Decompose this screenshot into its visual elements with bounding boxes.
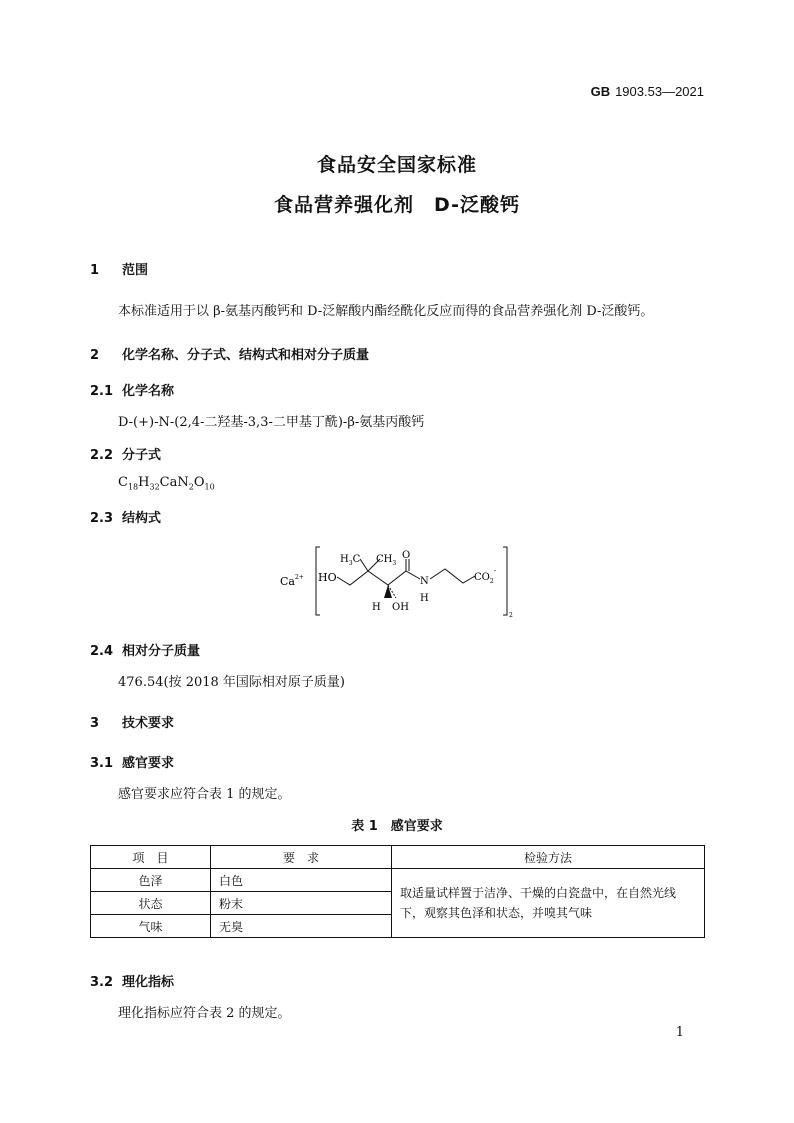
section-2-1-heading xyxy=(90,380,174,399)
section-3-1-heading xyxy=(90,752,174,771)
section-title: 理化指标 xyxy=(122,975,175,990)
amide-hydrogen-label: H xyxy=(420,593,429,604)
section-1-text: 本标准适用于以 β-氨基丙酸钙和 D-泛解酸内酯经酰化反应而得的食品营养强化剂 D-泛酸钙。 xyxy=(118,304,654,319)
header-method: 检验方法 xyxy=(392,846,705,869)
chemical-name: D-(+)-N-(2,4-二羟基-3,3-二甲基丁酰)-β-氨基丙酸钙 xyxy=(118,415,425,430)
section-number: 2.1 xyxy=(90,384,114,399)
hydroxyl-2-label: OH xyxy=(392,602,409,613)
section-number: 2 xyxy=(90,348,100,363)
table-1-caption: 表 1 感官要求 xyxy=(351,819,443,834)
hydroxyl-label: HO xyxy=(318,571,337,584)
outer-subscript: 2 xyxy=(509,612,513,619)
table-row xyxy=(91,869,705,892)
section-number: 2.4 xyxy=(90,644,114,659)
standard-number: 1903.53—2021 xyxy=(615,84,704,99)
structural-formula xyxy=(280,543,520,627)
section-title: 化学名称、分子式、结构式和相对分子质量 xyxy=(122,348,370,363)
methyl-b-label: $CH_3$ xyxy=(376,554,397,567)
section-number: 1 xyxy=(90,263,100,278)
section-2-4-heading xyxy=(90,640,200,659)
item-cell: 状态 xyxy=(91,892,211,915)
section-2-3-heading xyxy=(90,507,161,526)
method-cell: 取适量试样置于洁净、干燥的白瓷盘中，在自然光线下，观察其色泽和状态，并嗅其气味 xyxy=(392,869,705,938)
section-3-1-text: 感官要求应符合表 1 的规定。 xyxy=(118,787,291,802)
section-3-heading xyxy=(90,712,174,731)
methyl-a-label: $H_3C$ xyxy=(340,554,361,567)
structural-formula-svg xyxy=(280,543,520,623)
header-requirement: 要 求 xyxy=(211,846,392,869)
section-1-heading xyxy=(90,259,148,278)
standard-code xyxy=(591,84,704,99)
section-title: 感官要求 xyxy=(122,756,175,771)
page-number: 1 xyxy=(675,1025,684,1040)
table-1 xyxy=(90,845,705,938)
section-3-2-heading xyxy=(90,971,174,990)
oxygen-label: O xyxy=(402,550,411,561)
section-number: 3.2 xyxy=(90,975,114,990)
section-title: 范围 xyxy=(122,263,149,278)
wedge-bond xyxy=(384,585,392,598)
section-title: 分子式 xyxy=(122,448,162,463)
section-number: 3 xyxy=(90,716,100,731)
requirement-cell: 无臭 xyxy=(211,915,392,938)
item-cell: 气味 xyxy=(91,915,211,938)
section-3-2-text: 理化指标应符合表 2 的规定。 xyxy=(118,1006,291,1021)
main-chain xyxy=(337,571,420,585)
propanoate-chain xyxy=(430,569,475,583)
section-title: 结构式 xyxy=(122,511,162,526)
molecular-formula: $C_{18}H_{32}CaN_2O_{10}$ xyxy=(118,475,215,492)
requirement-cell: 白色 xyxy=(211,869,392,892)
section-title: 相对分子质量 xyxy=(122,644,201,659)
hydrogen-label: H xyxy=(372,602,381,613)
section-number: 3.1 xyxy=(90,756,114,771)
section-number: 2.3 xyxy=(90,511,114,526)
section-title: 技术要求 xyxy=(122,716,175,731)
section-number: 2.2 xyxy=(90,448,114,463)
calcium-label: $Ca^{2+}$ xyxy=(280,574,304,588)
section-title: 化学名称 xyxy=(122,384,175,399)
item-cell: 色泽 xyxy=(91,869,211,892)
document-title-main: 食品安全国家标准 xyxy=(316,154,477,176)
carboxylate-label: $CO_2^-$ xyxy=(474,567,497,585)
section-2-2-heading xyxy=(90,444,161,463)
molecular-weight: 476.54(按 2018 年国际相对原子质量) xyxy=(118,675,345,690)
section-2-heading xyxy=(90,344,369,363)
right-bracket xyxy=(503,547,507,615)
nitrogen-label: N xyxy=(420,576,429,587)
header-item: 项 目 xyxy=(91,846,211,869)
document-title-sub: 食品营养强化剂 D-泛酸钙 xyxy=(273,194,520,216)
table-header-row xyxy=(91,846,705,869)
requirement-cell: 粉末 xyxy=(211,892,392,915)
standard-prefix: GB xyxy=(590,84,611,99)
